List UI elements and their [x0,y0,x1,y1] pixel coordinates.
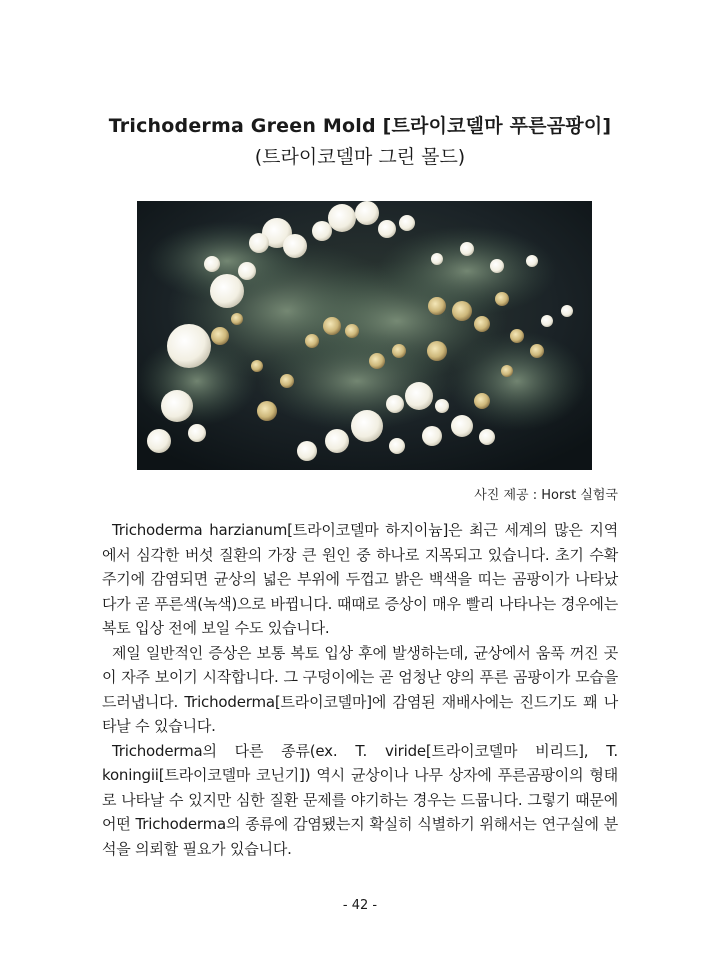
mushroom-cap [428,297,446,315]
mushroom-cap [526,255,538,267]
mushroom-cap [378,220,396,238]
mushroom-cap [188,424,206,442]
page-subtitle: (트라이코델마 그린 몰드) [254,146,466,168]
mushroom-cap [167,324,211,368]
mushroom-cap [305,334,319,348]
mushroom-cap [328,204,356,232]
mushroom-cap [435,399,449,413]
mushroom-cap [474,393,490,409]
mushroom-cap [312,221,332,241]
mushroom-cap [460,242,474,256]
mushroom-cap [204,256,220,272]
mushroom-cap [495,292,509,306]
mushroom-cap [530,344,544,358]
mushroom-cap [147,429,171,453]
mushroom-cap [251,360,263,372]
mushroom-cap [345,324,359,338]
mushroom-cap [389,438,405,454]
mushroom-cap [541,315,553,327]
mushroom-cap [474,316,490,332]
mushroom-cap [211,327,229,345]
mushroom-cap [323,317,341,335]
mushroom-cap [490,259,504,273]
mushroom-cap [369,353,385,369]
mushroom-cap [257,401,277,421]
mushroom-cap [325,429,349,453]
mushroom-cap [238,262,256,280]
mushroom-bed-photo [137,201,592,470]
mushroom-cap [392,344,406,358]
photo-caption: 사진 제공 : Horst 실험국 [474,488,618,503]
mold-photo-illustration [137,201,592,470]
mushroom-cap [351,410,383,442]
mushroom-cap [283,234,307,258]
paragraph: 제일 일반적인 증상은 보통 복토 입상 후에 발생하는데, 균상에서 움푹 꺼진 곳이 자주 보이기 시작합니다. 그 구덩이에는 곧 엄청난 양의 푸른 곰팡이가 모습을 드러냅니다. Trichoderma[트라이코델마]에 감염된 재배사에는 진드기도 꽤 나타날 수 있습니다. [102,643,618,735]
mushroom-cap [452,301,472,321]
paragraph: Trichoderma의 다른 종류(ex. T. viride[트라이코델마 비리드], T. koningii[트라이코델마 코닌기]) 역시 균상이나 나무 상자에 푸른곰팡이의 형태로 나타날 수 있지만 심한 질환 문제를 야기하는 경우는 드뭅니다. 그렇기 때문에 어떤 Trichoderma의 종류에 감염됐는지 확실히 식별하기 위해서는 연구실에 분석을 의뢰할 필요가 있습니다. [102,741,618,858]
mushroom-cap [427,341,447,361]
mushroom-cap [249,233,269,253]
mushroom-cap [510,329,524,343]
mushroom-cap [451,415,473,437]
mushroom-cap [479,429,495,445]
mushroom-cap [297,441,317,461]
article-body [102,518,618,861]
page-number: - 42 - [342,898,378,913]
paragraph: Trichoderma harzianum[트라이코델마 하지이늄]은 최근 세계의 많은 지역에서 심각한 버섯 질환의 가장 큰 원인 중 하나로 지목되고 있습니다. 초기 수확 주기에 감염되면 균상의 넓은 부위에 두껍고 밝은 백색을 띠는 곰팡이가 나타났다가 곧 푸른색(녹색)으로 바뀝니다. 때때로 증상이 매우 빨리 나타나는 경우에는 복토 입상 전에 보일 수도 있습니다. [102,521,618,637]
mushroom-cap [399,215,415,231]
mushroom-cap [280,374,294,388]
page-title: Trichoderma Green Mold [트라이코델마 푸른곰팡이] [108,115,612,137]
mushroom-cap [161,390,193,422]
mushroom-cap [422,426,442,446]
mushroom-cap [355,201,379,225]
mushroom-cap [405,382,433,410]
mushroom-cap [210,274,244,308]
mushroom-cap [231,313,243,325]
mushroom-cap [431,253,443,265]
mushroom-cap [561,305,573,317]
mushroom-cap [386,395,404,413]
mushroom-cap [501,365,513,377]
